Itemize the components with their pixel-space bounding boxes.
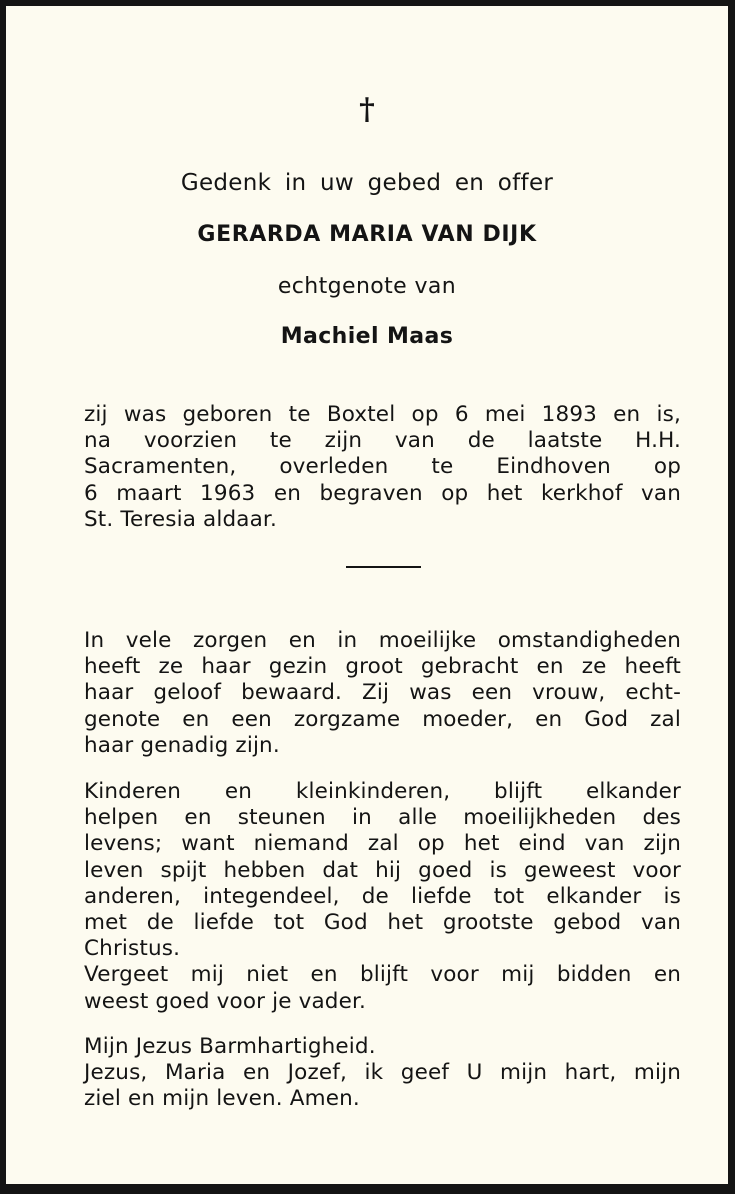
intro-text: Gedenk in uw gebed en offer: [180, 170, 554, 196]
exhortation-paragraph: [84, 779, 681, 1015]
paragraph-line: Christus.: [84, 936, 181, 962]
paragraph-line: weest goed voor je vader.: [84, 988, 366, 1014]
bio-line: 6 maart 1963 en begraven op het kerkhof van: [84, 480, 681, 506]
paragraph-line: haar geloof bewaard. Zij was een vrouw, echt-: [84, 680, 681, 706]
paragraph-line: Kinderen en kleinkinderen, blijft elkander: [84, 779, 681, 804]
prayer-paragraph: [84, 1034, 681, 1113]
divider: [346, 566, 421, 568]
tribute-paragraph: [84, 628, 681, 759]
paragraph-line: Vergeet mij niet en blijft voor mij bidden en: [84, 962, 681, 988]
prayer-line: Mijn Jezus Barmhartigheid.: [84, 1034, 376, 1059]
paragraph-line: genote en een zorgzame moeder, en God zal: [84, 706, 681, 732]
bio-line: Sacramenten, overleden te Eindhoven op: [84, 454, 681, 480]
deceased-name: GERARDA MARIA VAN DIJK: [197, 222, 537, 247]
spouse-label: echtgenote van: [277, 274, 457, 299]
paragraph-line: anderen, integendeel, de liefde tot elkander is: [84, 883, 681, 909]
paragraph-line: levens; want niemand zal op het eind van zijn: [84, 831, 681, 857]
paragraph-line: haar genadig zijn.: [84, 732, 280, 758]
paragraph-line: met de liefde tot God het grootste gebod van: [84, 909, 681, 935]
paragraph-line: In vele zorgen en in moeilijke omstandigheden: [84, 628, 681, 653]
paragraph-line: helpen en steunen in alle moeilijkheden des: [84, 805, 681, 831]
paragraph-line: heeft ze haar gezin groot gebracht en ze heeft: [84, 654, 681, 680]
prayer-line: Jezus, Maria en Jozef, ik geef U mijn hart, mijn: [84, 1060, 681, 1086]
bio-line: St. Teresia aldaar.: [84, 506, 277, 532]
spouse-name: Machiel Maas: [280, 324, 454, 349]
prayer-line: ziel en mijn leven. Amen.: [84, 1086, 360, 1112]
paragraph-line: leven spijt hebben dat hij goed is geweest voor: [84, 857, 681, 883]
biography-paragraph: [84, 402, 681, 533]
bio-line: na voorzien te zijn van de laatste H.H.: [84, 428, 681, 454]
bio-line: zij was geboren te Boxtel op 6 mei 1893 en is,: [84, 402, 681, 427]
cross-icon: †: [359, 92, 375, 127]
